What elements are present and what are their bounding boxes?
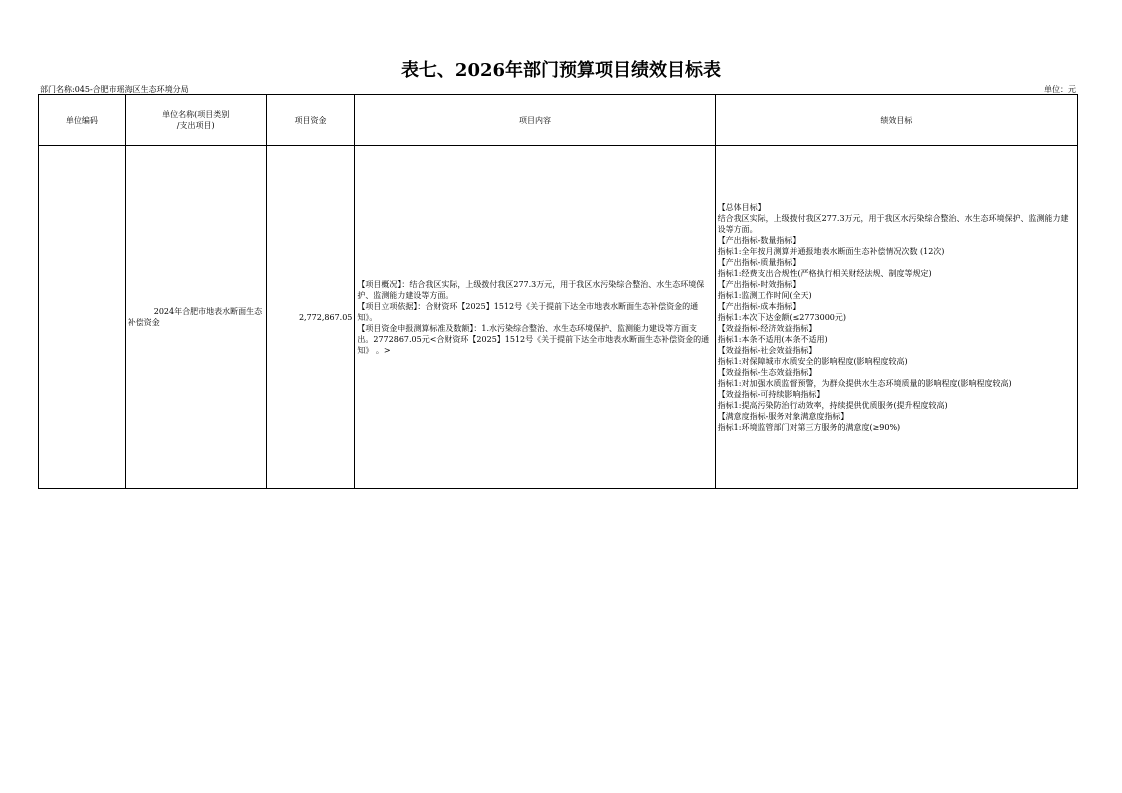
department-name: 部门名称:045-合肥市瑶海区生态环境分局 — [40, 85, 189, 94]
table-row — [39, 146, 1078, 489]
goal-line: 【效益指标-社会效益指标】 — [717, 345, 817, 355]
unit-label: 单位：元 — [1044, 85, 1076, 94]
project-name: 2024年合肥市地表水断面生态补偿资金 — [127, 307, 263, 327]
header-name-line1: 单位名称(项目类别 — [162, 110, 230, 119]
goal-line: 【效益指标-可持续影响指标】 — [717, 389, 825, 399]
goal-line: 指标1:提高污染防治行动效率，持续提供优质服务(提升程度较高) — [717, 400, 948, 410]
content-line: 【项目概况】：结合我区实际，上级拨付我区277.3万元，用于我区水污染综合整治、水生态环境保护、监测能力建设等方面。 — [357, 279, 705, 300]
goal-line: 指标1:全年按月测算并通报地表水断面生态补偿情况次数 (12次) — [717, 246, 945, 256]
content-line: 【项目立项依据】：合财资环【2025】1512号《关于提前下达全市地表水断面生态补偿资金的通知》。 — [357, 301, 699, 322]
goal-line: 指标1:本次下达金额(≤2773000元) — [717, 312, 847, 322]
goal-line: 【效益指标-生态效益指标】 — [717, 367, 817, 377]
goal-line: 【产出指标-时效指标】 — [717, 279, 801, 289]
cell-goal — [715, 146, 1077, 489]
header-content: 项目内容 — [355, 95, 715, 146]
goal-line: 指标1:本条不适用(本条不适用) — [717, 334, 828, 344]
goal-line: 【产出指标-数量指标】 — [717, 235, 801, 245]
goal-line: 指标1:经费支出合规性(严格执行相关财经法规、制度等规定) — [717, 268, 932, 278]
goal-line: 结合我区实际，上级拨付我区277.3万元，用于我区水污染综合整治、水生态环境保护、监测能力建设等方面。 — [717, 213, 1069, 234]
goal-line: 【总体目标】 — [717, 202, 766, 212]
goal-line: 【满意度指标-服务对象满意度指标】 — [717, 411, 849, 421]
content-line: 【项目资金申报测算标准及数额】：1.水污染综合整治、水生态环境保护、监测能力建设等方面支出。2772867.05元<合财资环【2025】1512号《关于提前下达全市地表水断面生态补偿资金的通知》 。> — [357, 323, 710, 355]
goal-line: 指标1:对加强水质监督预警，为群众提供水生态环境质量的影响程度(影响程度较高) — [717, 378, 1012, 388]
header-name-line2: /支出项目) — [176, 121, 215, 130]
page-title: 表七、2026年部门预算项目绩效目标表 — [400, 60, 722, 81]
goal-line: 【效益指标-经济效益指标】 — [717, 323, 817, 333]
cell-code — [39, 146, 126, 489]
cell-content — [355, 146, 715, 489]
goal-line: 【产出指标-成本指标】 — [717, 301, 801, 311]
performance-table — [38, 94, 1078, 489]
cell-fund: 2,772,867.05 — [266, 146, 355, 489]
header-goal: 绩效目标 — [715, 95, 1077, 146]
goal-line: 指标1:环境监管部门对第三方服务的满意度(≥90%) — [717, 422, 901, 432]
header-name — [125, 95, 266, 146]
goal-line: 【产出指标-质量指标】 — [717, 257, 801, 267]
table-header-row — [39, 95, 1078, 146]
header-code: 单位编码 — [39, 95, 126, 146]
goal-line: 指标1:对保障城市水质安全的影响程度(影响程度较高) — [717, 356, 908, 366]
cell-name — [125, 146, 266, 489]
header-fund: 项目资金 — [266, 95, 355, 146]
goal-line: 指标1:监测工作时间(全天) — [717, 290, 812, 300]
